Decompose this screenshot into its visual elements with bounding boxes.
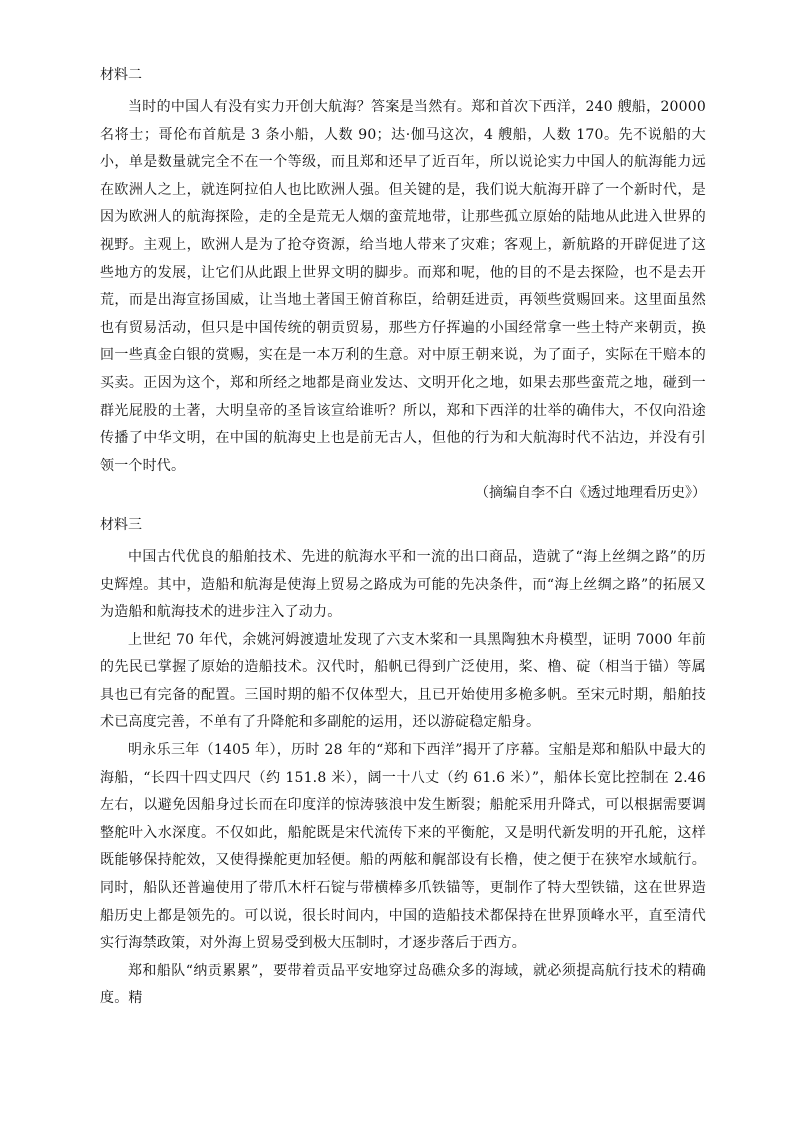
- material-3-paragraph-1: 中国古代优良的船舶技术、先进的航海水平和一流的出口商品，造就了“海上丝绸之路”的历史辉煌。其中，造船和航海是使海上贸易之路成为可能的先决条件，而“海上丝绸之路”的拓展又为造船和航海技术的进步注入了动力。: [100, 548, 706, 621]
- material-2-heading: 材料二: [100, 67, 142, 83]
- material-2-source: （摘编自李不白《透过地理看历史》）: [475, 485, 706, 502]
- material-3-paragraph-2: 上世纪 70 年代，余姚河姆渡遗址发现了六支木桨和一具黑陶独木舟模型，证明 7000 年前的先民已掌握了原始的造船技术。汉代时，船帆已得到广泛使用，桨、橹、碇（相当于锚）等属具也已有完备的配置。三国时期的船不仅体型大，且已开始使用多桅多帆。至宋元时期，船舶技术已高度完善，不单有了升降舵和多副舵的运用，还以游碇稳定船身。: [100, 631, 706, 731]
- material-2-paragraph: 当时的中国人有没有实力开创大航海？答案是当然有。郑和首次下西洋，240 艘船，20000 名将士；哥伦布首航是 3 条小船，人数 90；达·伽马这次，4 艘船，人数 170。先不说船的大小，单是数量就完全不在一个等级，而且郑和还早了近百年，所以说论实力中国人的航海能力远在欧洲人之上，就连阿拉伯人也比欧洲人强。但关键的是，我们说大航海开辟了一个新时代，是因为欧洲人的航海探险，走的全是荒无人烟的蛮荒地带，让那些孤立原始的陆地从此进入世界的视野。主观上，欧洲人是为了抢夺资源，给当地人带来了灾难；客观上，新航路的开辟促进了这些地方的发展，让它们从此跟上世界文明的脚步。而郑和呢，他的目的不是去探险，也不是去开荒，而是出海宣扬国威，让当地土著国王俯首称臣，给朝廷进贡，再领些赏赐回来。这里面虽然也有贸易活动，但只是中国传统的朝贡贸易，那些方仔挥遍的小国经常拿一些土特产来朝贡，换回一些真金白银的赏赐，实在是一本万利的生意。对中原王朝来说，为了面子，实际在干赔本的买卖。正因为这个，郑和所经之地都是商业发达、文明开化之地，如果去那些蛮荒之地，碰到一群光屁股的土著，大明皇帝的圣旨该宣给谁听？所以，郑和下西洋的壮举的确伟大，不仅向沿途传播了中华文明，在中国的航海史上也是前无古人，但他的行为和大航海时代不沾边，并没有引领一个时代。: [100, 99, 706, 474]
- material-3-paragraph-4: 郑和船队“纳贡累累”，要带着贡品平安地穿过岛礁众多的海域，就必须提高航行技术的精确度。精: [100, 962, 706, 1007]
- material-3-heading: 材料三: [100, 516, 142, 533]
- document-page: [100, 62, 706, 1013]
- material-3-paragraph-3: 明永乐三年（1405 年），历时 28 年的“郑和下西洋”揭开了序幕。宝船是郑和船队中最大的海船，“长四十四丈四尺（约 151.8 米），阔一十八丈（约 61.6 米）”，船体长宽比控制在 2.46 左右，以避免因船身过长而在印度洋的惊涛骇浪中发生断裂；船舵采用升降式，可以根据需要调整舵叶入水深度。不仅如此，船舵既是宋代流传下来的平衡舵，又是明代新发明的开孔舵，这样既能够保持舵效，又使得操舵更加轻便。船的两舷和艉部设有长橹，使之便于在狭窄水域航行。同时，船队还普遍使用了带爪木杆石锭与带横棒多爪铁锚等，更制作了特大型铁锚，这在世界造船历史上都是领先的。可以说，很长时间内，中国的造船技术都保持在世界顶峰水平，直至清代实行海禁政策，对外海上贸易受到极大压制时，才逐步落后于西方。: [100, 742, 706, 952]
